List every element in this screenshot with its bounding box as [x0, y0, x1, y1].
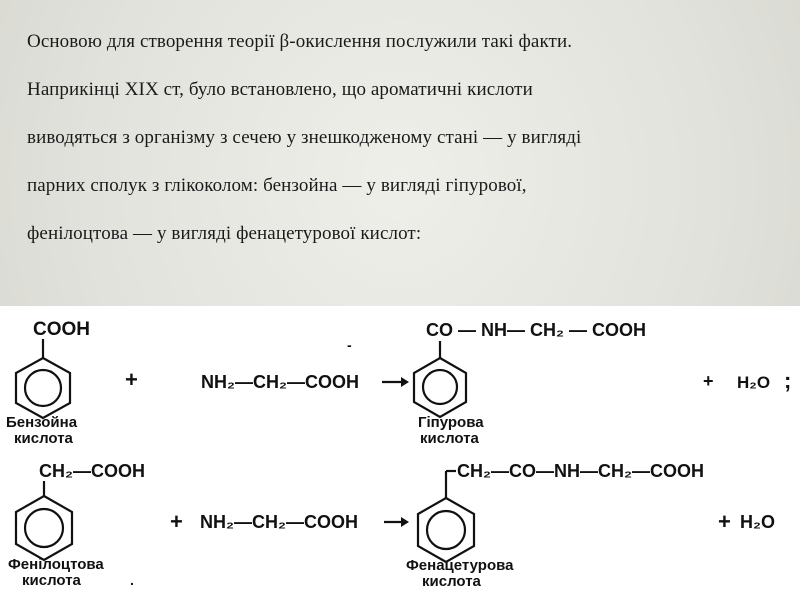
r1-product-group: CO — NH— CH₂ — COOH — [426, 320, 646, 340]
r2-reactant-name-2: кислота — [22, 572, 81, 589]
r1-plus-1: + — [125, 367, 138, 392]
r2-reactant-benzene-ring — [16, 496, 72, 560]
r1-dot: - — [347, 337, 352, 353]
r1-plus-2: + — [703, 371, 714, 391]
r1-reactant-group: COOH — [33, 319, 90, 340]
paragraph-line-4: парних сполук з глікоколом: бензойна — у вигляді гіпурової, — [27, 175, 527, 196]
r2-product-name-1: Фенацетурова — [406, 557, 514, 574]
r1-product-name-2: кислота — [420, 430, 479, 447]
r1-reactant-name-1: Бензойна — [6, 414, 78, 431]
r2-plus-1: + — [170, 509, 183, 534]
r1-product-name-1: Гіпурова — [418, 414, 484, 431]
r2-arrow — [384, 517, 409, 527]
r2-water: H₂O — [740, 512, 775, 532]
r1-reactant-name-2: кислота — [14, 430, 73, 447]
r2-product-group: CH₂—CO—NH—CH₂—COOH — [457, 461, 704, 481]
paragraph-line-2: Наприкінці XIX ст, було встановлено, що ароматичні кислоти — [27, 79, 533, 100]
paragraph-line-3: виводяться з організму з сечею у знешкодженому стані — у вигляді — [27, 127, 582, 148]
r1-reactant-benzene-ring — [16, 358, 70, 418]
intro-paragraph — [27, 18, 787, 258]
paragraph-line-1: Основою для створення теорії β-окислення послужили такі факти. — [27, 31, 573, 52]
r1-product-benzene-ring — [414, 358, 466, 417]
r1-glycine: NH₂—CH₂—COOH — [201, 372, 359, 392]
r2-glycine: NH₂—CH₂—COOH — [200, 512, 358, 532]
reaction-scheme-image — [0, 306, 800, 600]
r2-reactant-group: CH₂—COOH — [39, 461, 145, 481]
r2-plus-2: + — [718, 509, 731, 534]
r2-reactant-name-1: Фенілоцтова — [8, 556, 104, 573]
r1-water: H₂O — [737, 373, 771, 392]
r2-dot: . — [130, 572, 134, 588]
paragraph-line-5: фенілоцтова — у вигляді фенацетурової кислот: — [27, 223, 422, 244]
reaction-scheme-drawing — [0, 306, 800, 600]
r2-product-name-2: кислота — [422, 573, 481, 590]
r1-separator: ; — [784, 368, 792, 393]
r1-arrow — [382, 377, 409, 387]
r2-product-benzene-ring — [418, 498, 474, 562]
